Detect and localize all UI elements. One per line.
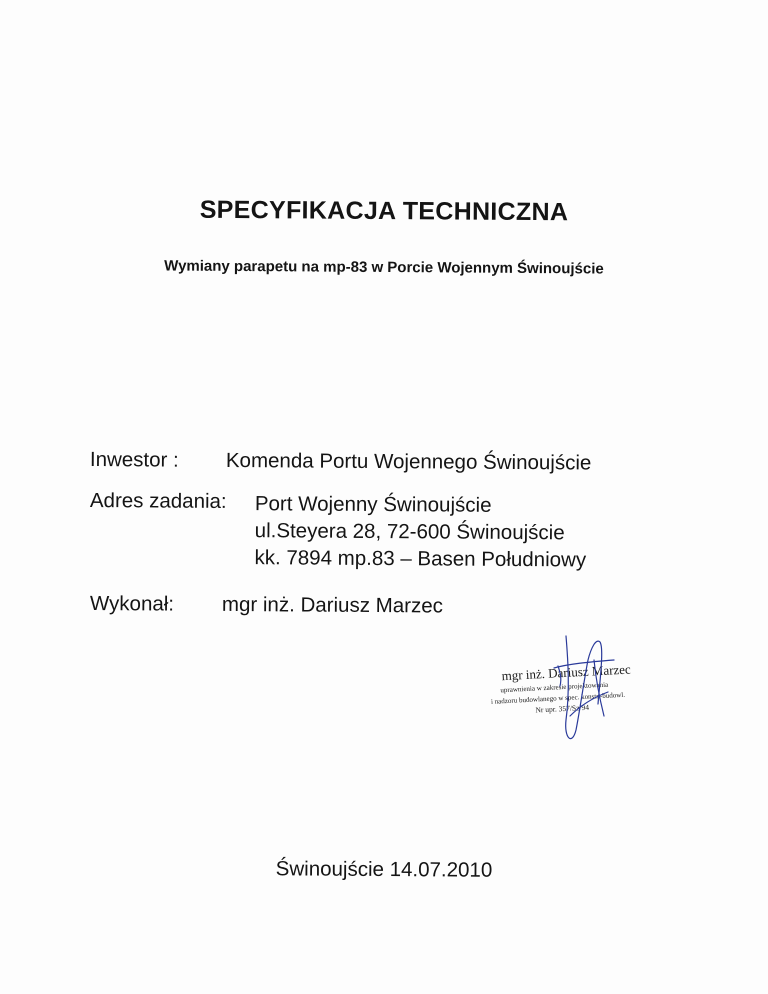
stamp-text [489, 661, 633, 716]
investor-label: Inwestor : [89, 448, 179, 472]
author-label: Wykonał: [89, 592, 175, 616]
address-label: Adres zadania: [89, 489, 227, 513]
stamp-line1: uprawnienia w zakresie projektowania [500, 680, 609, 695]
address-value [254, 490, 586, 573]
signature-stamp [488, 620, 678, 760]
address-line: Port Wojenny Świnoujście [254, 492, 492, 517]
stamp-line3: Nr upr. 357/Sz/94 [535, 702, 590, 715]
address-line: ul.Steyera 28, 72-600 Świnoujście [254, 519, 565, 545]
stamp-name: mgr inż. Dariusz Marzec [501, 661, 632, 684]
author-value: mgr inż. Dariusz Marzec [221, 592, 443, 618]
place-and-date: Świnoujście 14.07.2010 [275, 857, 493, 882]
document-subtitle: Wymiany parapetu na mp-83 w Porcie Wojennym Świnoujście [164, 257, 604, 278]
address-line: kk. 7894 mp.83 – Basen Południowy [254, 546, 587, 572]
document-title: SPECYFIKACJA TECHNICZNA [199, 195, 569, 227]
investor-value: Komenda Portu Wojennego Świnoujście [225, 448, 592, 475]
stamp-line2: i nadzoru budowlanego w spec. konstr.-budowl. [490, 690, 626, 706]
